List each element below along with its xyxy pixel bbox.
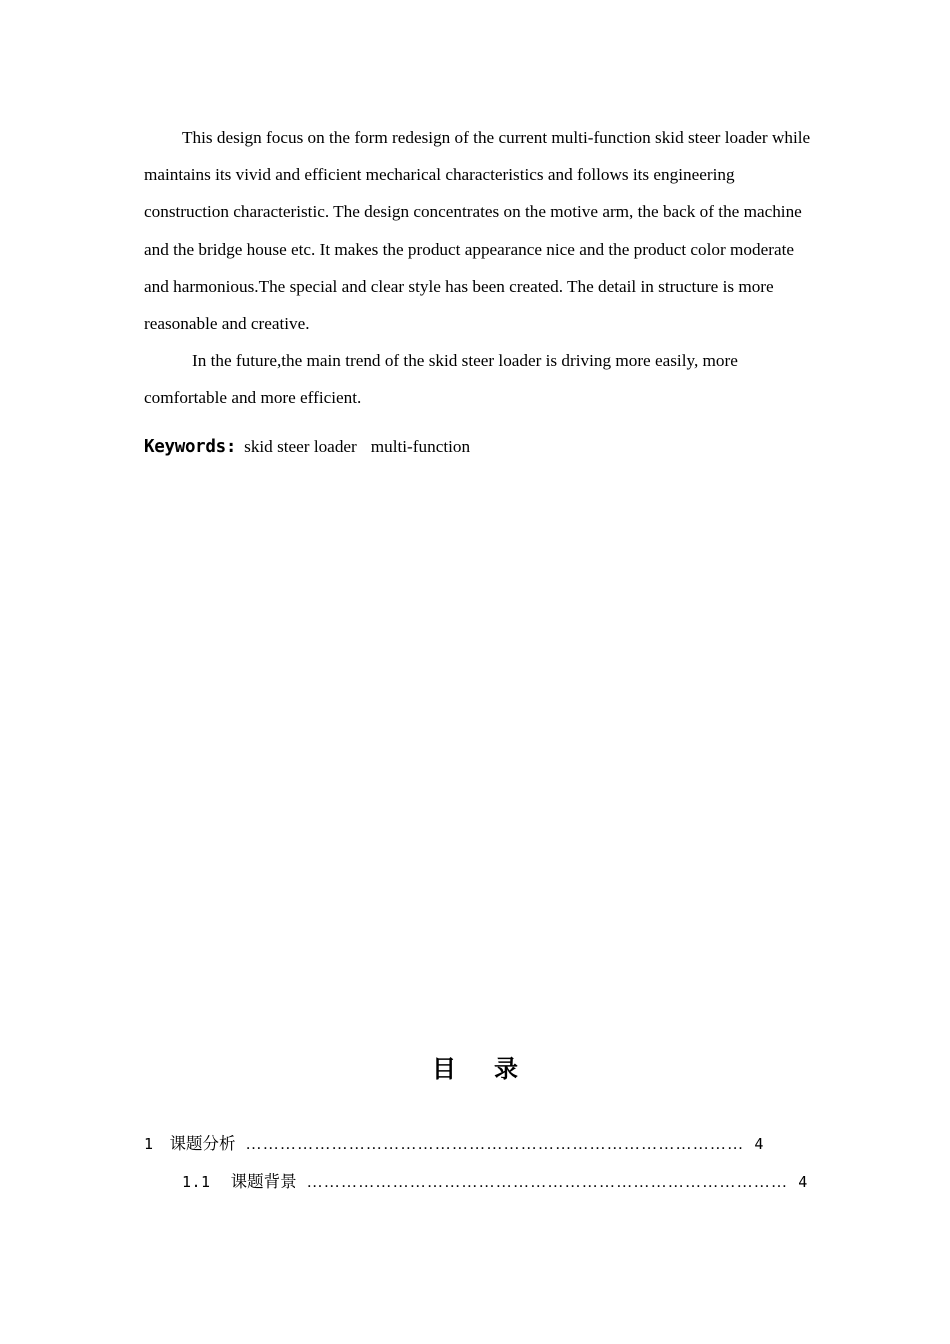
toc-entry[interactable] — [182, 1169, 808, 1196]
keyword-item: skid steer loader — [244, 437, 357, 456]
keywords-label: Keywords: — [144, 437, 237, 457]
toc-entry[interactable] — [144, 1131, 764, 1158]
toc-title-char: 录 — [494, 1055, 518, 1083]
toc-title-char: 目 — [432, 1055, 456, 1083]
abstract-paragraph-2: In the future,the main trend of the skid steer loader is driving more easily, more comfortable and more efficient. — [144, 351, 738, 408]
toc-entry-number: 1 — [144, 1135, 154, 1153]
abstract-section — [144, 119, 812, 417]
toc-entry-label: 课题背景 — [230, 1172, 297, 1191]
toc-entry-number: 1.1 — [182, 1173, 211, 1191]
toc-entry-leader: …………………………………………………………………………… — [245, 1136, 745, 1153]
toc-entry-label: 课题分析 — [169, 1134, 236, 1153]
abstract-paragraph-1: This design focus on the form redesign of the current multi-function skid steer loader while maintains its vivid and efficient mecharical characteristics and follows its engineering construction characteristic. The design concentrates on the motive arm, the back of the machine and the bridge house etc. It makes the product appearance nice and the product color moderate and harmonious.The special and clear style has been created. The detail in structure is more reasonable and creative. — [144, 128, 811, 334]
toc-entry-page: 4 — [754, 1135, 764, 1153]
keywords-line — [144, 432, 470, 462]
keyword-item: multi-function — [370, 437, 471, 456]
toc-entry-leader: ………………………………………………………………………… — [306, 1174, 789, 1191]
toc-title — [0, 1050, 950, 1088]
toc-entry-page: 4 — [798, 1173, 808, 1191]
